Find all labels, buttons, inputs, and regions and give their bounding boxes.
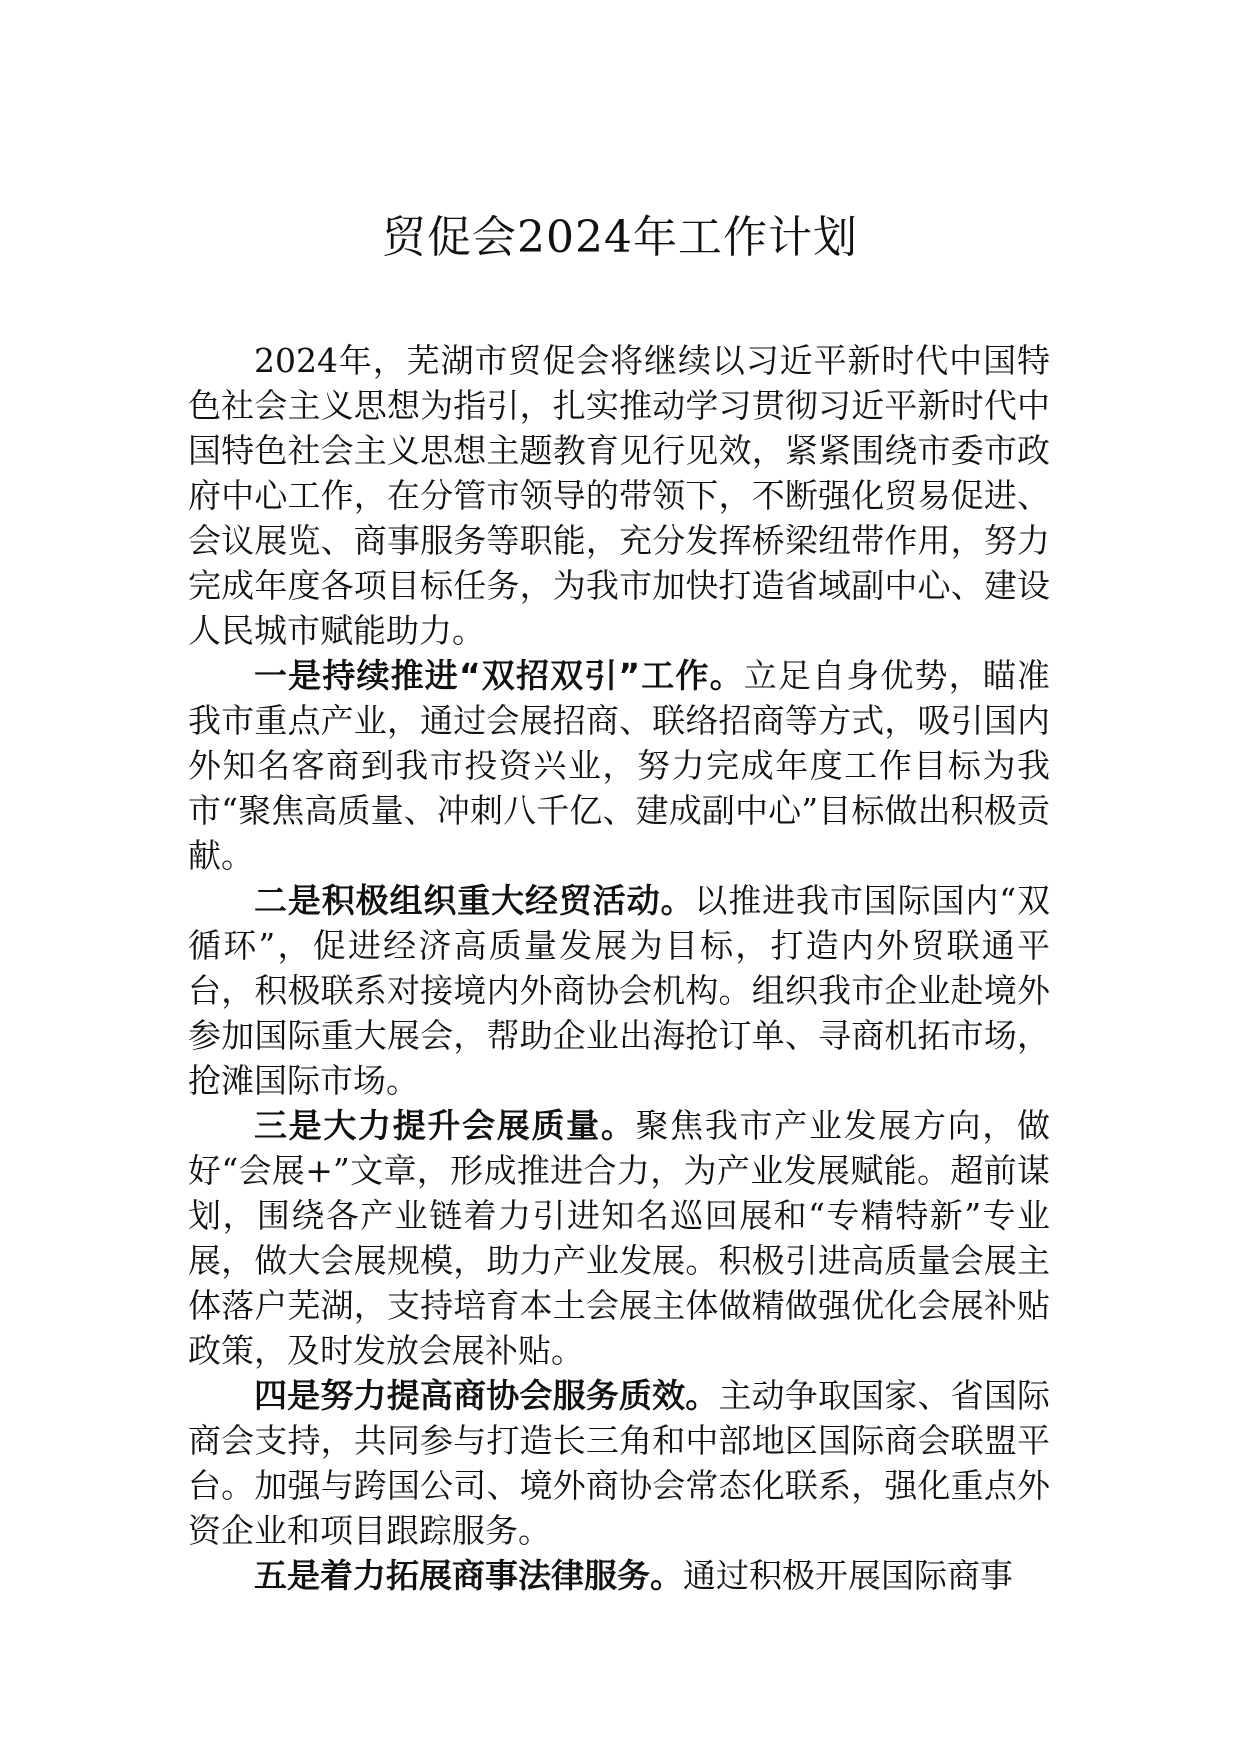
section-paragraph-3: [188, 1103, 1050, 1373]
section-paragraph-2: [188, 878, 1050, 1103]
section-heading-2: 二是积极组织重大经贸活动。: [254, 881, 695, 920]
section-heading-3: 三是大力提升会展质量。: [254, 1106, 636, 1145]
section-text-2: 以推进我市国际国内“双循环”，促进经济高质量发展为目标，打造内外贸联通平台，积极联系对接境内外商协会机构。组织我市企业赴境外参加国际重大展会，帮助企业出海抢订单、寻商机拓市场，抢滩国际市场。: [188, 881, 1050, 1100]
document-title: 贸促会2024年工作计划: [382, 212, 858, 263]
section-paragraph-5: [188, 1553, 1050, 1598]
section-text-5: 通过积极开展国际商事: [683, 1556, 1013, 1595]
section-paragraph-1: [188, 653, 1050, 878]
section-heading-1: 一是持续推进“双招双引”工作。: [254, 656, 744, 695]
section-text-3: 聚焦我市产业发展方向，做好“会展+”文章，形成推进合力，为产业发展赋能。超前谋划，围绕各产业链着力引进知名巡回展和“专精特新”专业展，做大会展规模，助力产业发展。积极引进高质量会展主体落户芜湖，支持培育本土会展主体做精做强优化会展补贴政策，及时发放会展补贴。: [188, 1106, 1051, 1370]
intro-paragraph: 2024年，芜湖市贸促会将继续以习近平新时代中国特色社会主义思想为指引，扎实推动学习贯彻习近平新时代中国特色社会主义思想主题教育见行见效，紧紧围绕市委市政府中心工作，在分管市领导的带领下，不断强化贸易促进、会议展览、商事服务等职能，充分发挥桥梁纽带作用，努力完成年度各项目标任务，为我市加快打造省域副中心、建设人民城市赋能助力。: [188, 341, 1050, 650]
section-text-4: 主动争取国家、省国际商会支持，共同参与打造长三角和中部地区国际商会联盟平台。加强与跨国公司、境外商协会常态化联系，强化重点外资企业和项目跟踪服务。: [188, 1376, 1051, 1550]
section-text-1: 立足自身优势，瞄准我市重点产业，通过会展招商、联络招商等方式，吸引国内外知名客商到我市投资兴业，努力完成年度工作目标为我市“聚焦高质量、冲刺八千亿、建成副中心”目标做出积极贡献。: [188, 656, 1050, 875]
section-paragraph-4: [188, 1373, 1050, 1553]
section-heading-4: 四是努力提高商协会服务质效。: [254, 1376, 719, 1415]
section-heading-5: 五是着力拓展商事法律服务。: [254, 1556, 683, 1595]
document-body: [188, 338, 1050, 1598]
